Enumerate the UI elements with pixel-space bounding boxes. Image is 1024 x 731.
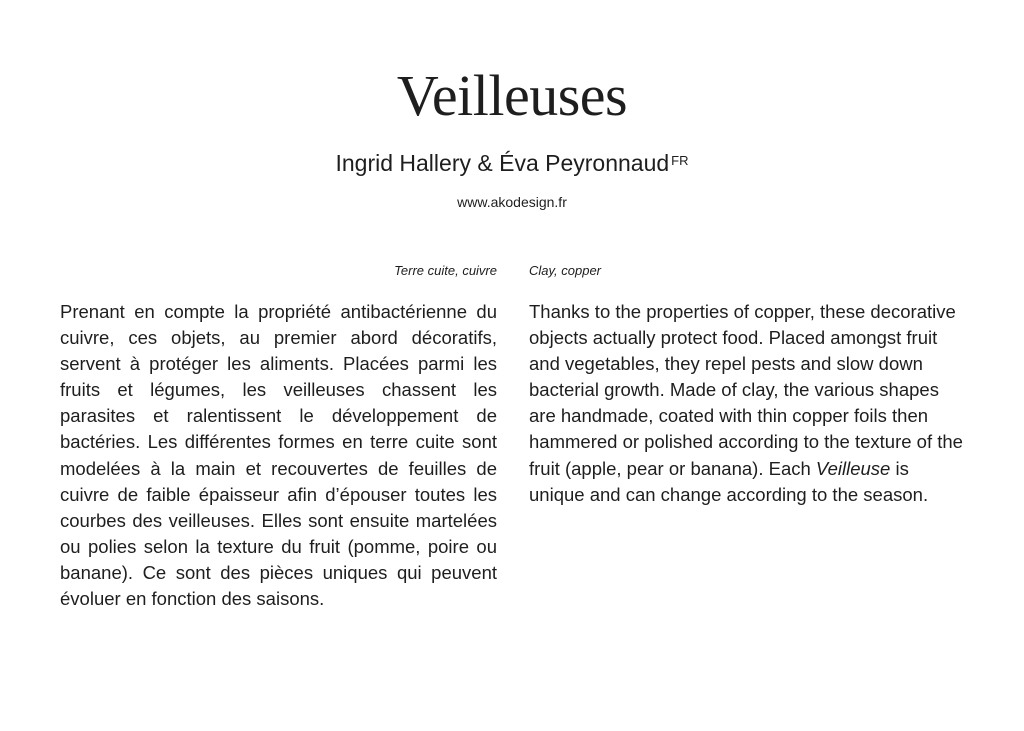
authors-line <box>0 148 1024 178</box>
description-en <box>529 299 967 508</box>
materials-en: Clay, copper <box>529 263 602 278</box>
materials-fr: Terre cuite, cuivre <box>394 263 497 278</box>
description-en-italic: Veilleuse <box>815 457 891 479</box>
description-fr <box>60 299 497 612</box>
description-fr-paragraph: Prenant en compte la propriété antibactérienne du cuivre, ces objets, au premier abord décoratifs, servent à protéger les aliments. Placées parmi les fruits et légumes, les veilleuses chassent les parasites et ralentissent le développement de bactéries. Les différentes formes en terre cuite sont modelées à la main et recouvertes de feuilles de cuivre de faible épaisseur afin d’épouser toutes les courbes des veilleuses. Elles sont ensuite martelées ou polies selon la texture du fruit (pomme, poire ou banane). Ce sont des pièces uniques qui peuvent évoluer en fonction des saisons. <box>60 301 497 610</box>
page-title: Veilleuses <box>396 63 628 128</box>
website-url: www.akodesign.fr <box>457 194 567 210</box>
author-names: Ingrid Hallery & Éva Peyronnaud <box>335 150 670 176</box>
description-en-part1: Thanks to the properties of copper, these decorative objects actually protect food. Placed amongst fruit and vegetables, they repel pests and slow down bacterial growth. Made of clay, the various shapes are handmade, coated with thin copper foils then hammered or polished according to the texture of the fruit (apple, pear or banana). Each <box>529 301 963 479</box>
description-en-part2: is unique and can change according to the season. <box>529 457 929 505</box>
description-en-paragraph <box>529 299 967 508</box>
country-code: FR <box>671 153 689 168</box>
